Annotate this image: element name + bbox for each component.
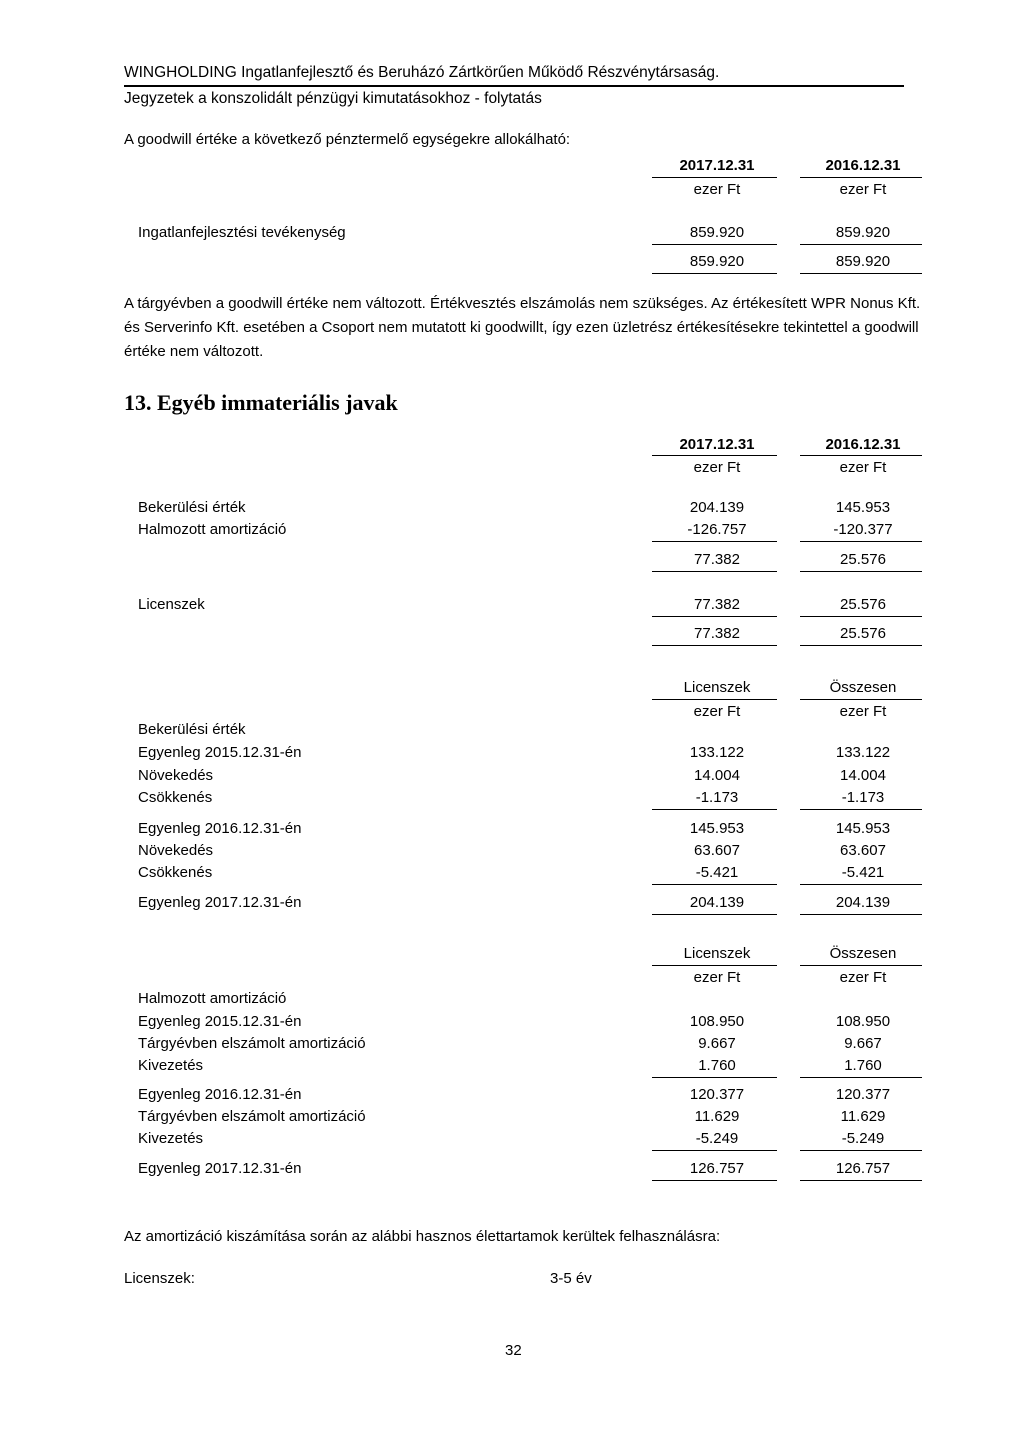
- table-row-label: Bekerülési érték: [138, 499, 246, 516]
- table-row-value2: 120.377: [835, 1086, 891, 1103]
- table-row-label: Egyenleg 2016.12.31-én: [138, 1086, 302, 1103]
- goodwill-row-value1: 859.920: [689, 224, 745, 241]
- table-row-value2: 133.122: [835, 744, 891, 761]
- underline: [800, 616, 922, 617]
- goodwill-unit1: ezer Ft: [693, 181, 741, 198]
- table-row-label: Egyenleg 2017.12.31-én: [138, 1160, 302, 1177]
- table-row-value2: 126.757: [835, 1160, 891, 1177]
- underline: [652, 541, 777, 542]
- table-row-label: Egyenleg 2016.12.31-én: [138, 820, 302, 837]
- table-row-value2: 1.760: [844, 1057, 882, 1074]
- company-name: WINGHOLDING Ingatlanfejlesztő és Beruházó Zártkörűen Működő Részvénytársaság.: [124, 64, 720, 81]
- header-rule: [124, 85, 904, 87]
- table-row-label: Csökkenés: [138, 864, 213, 881]
- table-row-value2: 14.004: [840, 767, 886, 784]
- cost-unit1: ezer Ft: [693, 703, 741, 720]
- useful-life-value: 3-5 év: [550, 1270, 592, 1287]
- summary-net2: 25.576: [840, 551, 886, 568]
- table-row-value2: -120.377: [833, 521, 893, 538]
- licenses-value1: 77.382: [694, 596, 740, 613]
- table-row-value2: 108.950: [835, 1013, 891, 1030]
- table-row-value1: 1.760: [698, 1057, 736, 1074]
- underline: [652, 455, 777, 456]
- table-row-value2: 11.629: [840, 1108, 886, 1125]
- cost-col1-header: Licenszek: [683, 679, 751, 696]
- cost-heading: Bekerülési érték: [138, 721, 246, 738]
- page-number: 32: [505, 1342, 522, 1359]
- underline: [652, 699, 777, 700]
- underline: [652, 1180, 777, 1181]
- goodwill-col2-header: 2016.12.31: [825, 157, 901, 174]
- table-row-label: Halmozott amortizáció: [138, 521, 287, 538]
- summary-total1: 77.382: [694, 625, 740, 642]
- summary-total2: 25.576: [840, 625, 886, 642]
- table-row-label: Egyenleg 2015.12.31-én: [138, 1013, 302, 1030]
- table-row-value2: 145.953: [835, 820, 891, 837]
- underline: [652, 884, 777, 885]
- table-row-value1: 204.139: [689, 894, 745, 911]
- table-row-value1: 9.667: [698, 1035, 736, 1052]
- underline: [800, 541, 922, 542]
- underline: [800, 965, 922, 966]
- document-subtitle: Jegyzetek a konszolidált pénzügyi kimutatásokhoz - folytatás: [124, 90, 542, 107]
- goodwill-note: A tárgyévben a goodwill értéke nem változott. Értékvesztés elszámolás nem szükséges. Az értékesített WPR Nonus Kft. és Serverinfo Kft. esetében a Csoport nem mutatott ki goodwillt, így ezen üzletrész értékesítésekre tekintettel a goodwill értéke nem változott.: [124, 295, 921, 360]
- goodwill-col1-header: 2017.12.31: [679, 157, 755, 174]
- goodwill-row-label: Ingatlanfejlesztési tevékenység: [138, 224, 346, 241]
- goodwill-intro: A goodwill értéke a következő pénztermelő egységekre allokálható:: [124, 131, 571, 148]
- table-row-value1: 126.757: [689, 1160, 745, 1177]
- table-row-value1: -5.421: [695, 864, 739, 881]
- table-row-value1: -5.249: [695, 1130, 739, 1147]
- table-row-label: Egyenleg 2017.12.31-én: [138, 894, 302, 911]
- underline: [652, 1150, 777, 1151]
- table-row-label: Egyenleg 2015.12.31-én: [138, 744, 302, 761]
- amort-col2-header: Összesen: [829, 945, 897, 962]
- table-row-value1: 14.004: [694, 767, 740, 784]
- goodwill-row-value2: 859.920: [835, 224, 891, 241]
- summary-unit1: ezer Ft: [693, 459, 741, 476]
- underline: [800, 884, 922, 885]
- cost-col2-header: Összesen: [829, 679, 897, 696]
- table-row-value2: -1.173: [841, 789, 885, 806]
- amort-unit2: ezer Ft: [839, 969, 887, 986]
- underline: [652, 645, 777, 646]
- underline: [800, 1150, 922, 1151]
- table-row-label: Tárgyévben elszámolt amortizáció: [138, 1035, 366, 1052]
- table-row-label: Kivezetés: [138, 1130, 204, 1147]
- underline: [800, 571, 922, 572]
- table-row-value1: 133.122: [689, 744, 745, 761]
- underline: [800, 645, 922, 646]
- underline: [652, 1077, 777, 1078]
- underline: [800, 914, 922, 915]
- licenses-label: Licenszek: [138, 596, 205, 613]
- underline: [800, 1180, 922, 1181]
- cost-unit2: ezer Ft: [839, 703, 887, 720]
- underline: [652, 273, 777, 274]
- underline: [652, 809, 777, 810]
- table-row-value1: 120.377: [689, 1086, 745, 1103]
- table-row-value1: 145.953: [689, 820, 745, 837]
- table-row-value2: 145.953: [835, 499, 891, 516]
- underline: [800, 1077, 922, 1078]
- table-row-value2: 204.139: [835, 894, 891, 911]
- summary-unit2: ezer Ft: [839, 459, 887, 476]
- table-row-value1: 11.629: [694, 1108, 740, 1125]
- summary-col1-header: 2017.12.31: [679, 436, 755, 453]
- underline: [652, 914, 777, 915]
- underline: [800, 273, 922, 274]
- table-row-value1: -1.173: [695, 789, 739, 806]
- amort-col1-header: Licenszek: [683, 945, 751, 962]
- table-row-value1: -126.757: [687, 521, 747, 538]
- table-row-label: Tárgyévben elszámolt amortizáció: [138, 1108, 366, 1125]
- table-row-label: Csökkenés: [138, 789, 213, 806]
- useful-life-intro: Az amortizáció kiszámítása során az alábbi hasznos élettartamok kerültek felhasználásra:: [124, 1228, 721, 1245]
- table-row-value2: 9.667: [844, 1035, 882, 1052]
- amort-heading: Halmozott amortizáció: [138, 990, 287, 1007]
- table-row-label: Kivezetés: [138, 1057, 204, 1074]
- section-title: 13. Egyéb immateriális javak: [124, 390, 398, 415]
- useful-life-label: Licenszek:: [124, 1270, 195, 1287]
- goodwill-total2: 859.920: [835, 253, 891, 270]
- table-row-value2: 63.607: [840, 842, 886, 859]
- underline: [800, 177, 922, 178]
- underline: [800, 809, 922, 810]
- table-row-value1: 63.607: [694, 842, 740, 859]
- underline: [652, 965, 777, 966]
- underline: [800, 699, 922, 700]
- underline: [652, 571, 777, 572]
- licenses-value2: 25.576: [840, 596, 886, 613]
- table-row-label: Növekedés: [138, 767, 214, 784]
- table-row-value1: 108.950: [689, 1013, 745, 1030]
- underline: [652, 616, 777, 617]
- underline: [800, 244, 922, 245]
- goodwill-total1: 859.920: [689, 253, 745, 270]
- table-row-label: Növekedés: [138, 842, 214, 859]
- underline: [800, 455, 922, 456]
- underline: [652, 177, 777, 178]
- summary-net1: 77.382: [694, 551, 740, 568]
- table-row-value1: 204.139: [689, 499, 745, 516]
- table-row-value2: -5.421: [841, 864, 885, 881]
- summary-col2-header: 2016.12.31: [825, 436, 901, 453]
- table-row-value2: -5.249: [841, 1130, 885, 1147]
- goodwill-unit2: ezer Ft: [839, 181, 887, 198]
- amort-unit1: ezer Ft: [693, 969, 741, 986]
- underline: [652, 244, 777, 245]
